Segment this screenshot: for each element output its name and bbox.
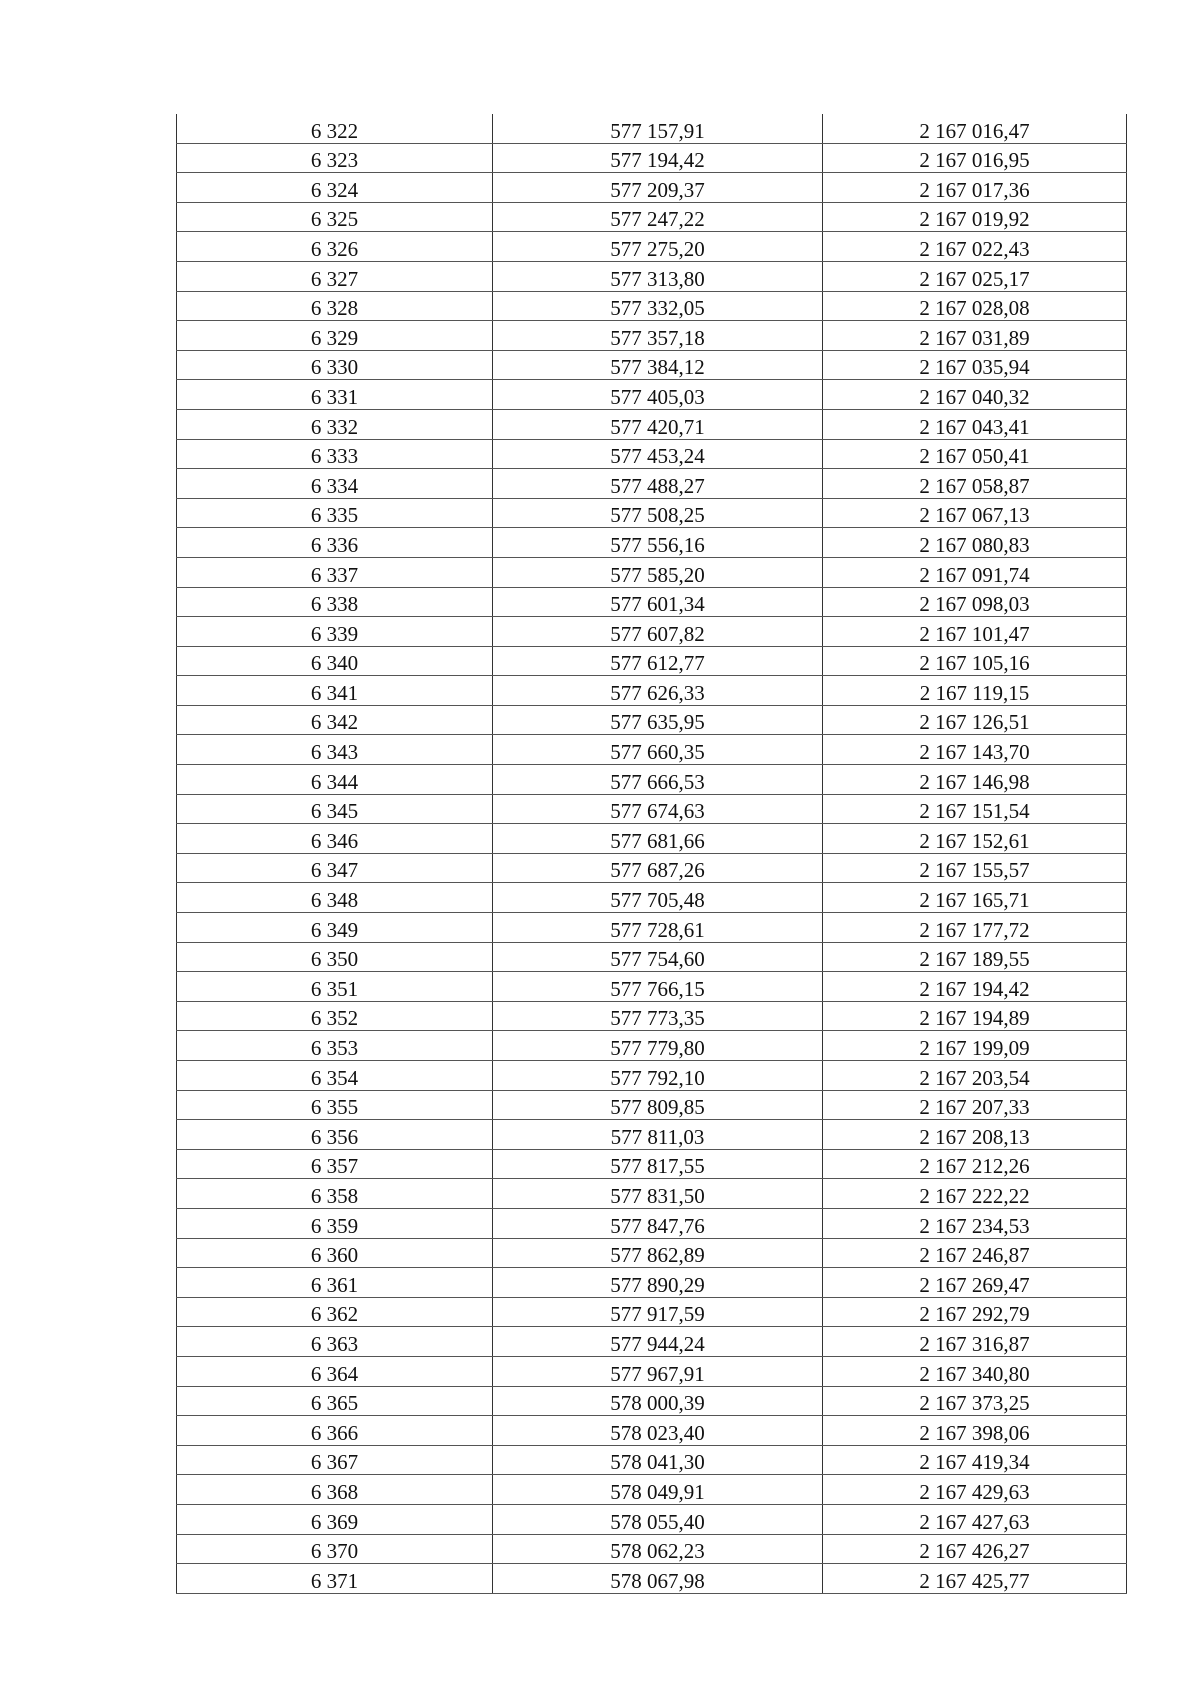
x-coordinate-cell: 577 728,61 [493, 913, 823, 943]
point-number-cell: 6 345 [177, 794, 493, 824]
x-coordinate-cell: 577 453,24 [493, 439, 823, 469]
table-row [177, 587, 1127, 617]
point-number-cell: 6 362 [177, 1297, 493, 1327]
y-coordinate-cell: 2 167 101,47 [823, 617, 1127, 647]
y-coordinate-cell: 2 167 426,27 [823, 1534, 1127, 1564]
x-coordinate-cell: 577 420,71 [493, 409, 823, 439]
table-row [177, 261, 1127, 291]
y-coordinate-cell: 2 167 189,55 [823, 942, 1127, 972]
table-row [177, 676, 1127, 706]
point-number-cell: 6 355 [177, 1090, 493, 1120]
point-number-cell: 6 359 [177, 1208, 493, 1238]
x-coordinate-cell: 577 601,34 [493, 587, 823, 617]
y-coordinate-cell: 2 167 246,87 [823, 1238, 1127, 1268]
point-number-cell: 6 360 [177, 1238, 493, 1268]
y-coordinate-cell: 2 167 146,98 [823, 765, 1127, 795]
table-row [177, 528, 1127, 558]
table-row [177, 143, 1127, 173]
point-number-cell: 6 323 [177, 143, 493, 173]
point-number-cell: 6 337 [177, 557, 493, 587]
x-coordinate-cell: 577 809,85 [493, 1090, 823, 1120]
table-row [177, 1504, 1127, 1534]
point-number-cell: 6 336 [177, 528, 493, 558]
y-coordinate-cell: 2 167 207,33 [823, 1090, 1127, 1120]
point-number-cell: 6 367 [177, 1445, 493, 1475]
point-number-cell: 6 325 [177, 202, 493, 232]
table-row [177, 1179, 1127, 1209]
y-coordinate-cell: 2 167 035,94 [823, 350, 1127, 380]
point-number-cell: 6 335 [177, 498, 493, 528]
table-row [177, 114, 1127, 143]
table-row [177, 824, 1127, 854]
x-coordinate-cell: 577 779,80 [493, 1031, 823, 1061]
point-number-cell: 6 326 [177, 232, 493, 262]
x-coordinate-cell: 577 508,25 [493, 498, 823, 528]
point-number-cell: 6 332 [177, 409, 493, 439]
coordinates-table-body [177, 114, 1127, 1593]
x-coordinate-cell: 577 917,59 [493, 1297, 823, 1327]
x-coordinate-cell: 577 890,29 [493, 1268, 823, 1298]
table-row [177, 705, 1127, 735]
point-number-cell: 6 342 [177, 705, 493, 735]
y-coordinate-cell: 2 167 234,53 [823, 1208, 1127, 1238]
y-coordinate-cell: 2 167 194,89 [823, 1001, 1127, 1031]
point-number-cell: 6 348 [177, 883, 493, 913]
table-row [177, 469, 1127, 499]
y-coordinate-cell: 2 167 050,41 [823, 439, 1127, 469]
table-row [177, 1297, 1127, 1327]
point-number-cell: 6 339 [177, 617, 493, 647]
point-number-cell: 6 334 [177, 469, 493, 499]
y-coordinate-cell: 2 167 043,41 [823, 409, 1127, 439]
y-coordinate-cell: 2 167 126,51 [823, 705, 1127, 735]
x-coordinate-cell: 577 792,10 [493, 1061, 823, 1091]
y-coordinate-cell: 2 167 373,25 [823, 1386, 1127, 1416]
table-row [177, 1356, 1127, 1386]
table-row [177, 765, 1127, 795]
x-coordinate-cell: 577 384,12 [493, 350, 823, 380]
point-number-cell: 6 344 [177, 765, 493, 795]
point-number-cell: 6 343 [177, 735, 493, 765]
x-coordinate-cell: 578 041,30 [493, 1445, 823, 1475]
x-coordinate-cell: 577 157,91 [493, 114, 823, 143]
point-number-cell: 6 358 [177, 1179, 493, 1209]
y-coordinate-cell: 2 167 203,54 [823, 1061, 1127, 1091]
y-coordinate-cell: 2 167 199,09 [823, 1031, 1127, 1061]
y-coordinate-cell: 2 167 151,54 [823, 794, 1127, 824]
table-row [177, 380, 1127, 410]
table-row [177, 321, 1127, 351]
y-coordinate-cell: 2 167 398,06 [823, 1416, 1127, 1446]
point-number-cell: 6 354 [177, 1061, 493, 1091]
point-number-cell: 6 350 [177, 942, 493, 972]
x-coordinate-cell: 577 666,53 [493, 765, 823, 795]
table-row [177, 202, 1127, 232]
y-coordinate-cell: 2 167 017,36 [823, 173, 1127, 203]
point-number-cell: 6 333 [177, 439, 493, 469]
point-number-cell: 6 368 [177, 1475, 493, 1505]
x-coordinate-cell: 577 488,27 [493, 469, 823, 499]
table-row [177, 1120, 1127, 1150]
x-coordinate-cell: 577 674,63 [493, 794, 823, 824]
x-coordinate-cell: 577 405,03 [493, 380, 823, 410]
table-row [177, 1327, 1127, 1357]
x-coordinate-cell: 577 357,18 [493, 321, 823, 351]
x-coordinate-cell: 577 773,35 [493, 1001, 823, 1031]
y-coordinate-cell: 2 167 022,43 [823, 232, 1127, 262]
x-coordinate-cell: 577 585,20 [493, 557, 823, 587]
y-coordinate-cell: 2 167 316,87 [823, 1327, 1127, 1357]
y-coordinate-cell: 2 167 212,26 [823, 1149, 1127, 1179]
x-coordinate-cell: 577 811,03 [493, 1120, 823, 1150]
table-row [177, 1416, 1127, 1446]
table-row [177, 972, 1127, 1002]
x-coordinate-cell: 578 055,40 [493, 1504, 823, 1534]
x-coordinate-cell: 577 967,91 [493, 1356, 823, 1386]
y-coordinate-cell: 2 167 025,17 [823, 261, 1127, 291]
y-coordinate-cell: 2 167 208,13 [823, 1120, 1127, 1150]
y-coordinate-cell: 2 167 016,47 [823, 114, 1127, 143]
x-coordinate-cell: 577 313,80 [493, 261, 823, 291]
point-number-cell: 6 349 [177, 913, 493, 943]
table-row [177, 350, 1127, 380]
table-row [177, 1445, 1127, 1475]
coordinates-table [176, 114, 1127, 1594]
y-coordinate-cell: 2 167 194,42 [823, 972, 1127, 1002]
x-coordinate-cell: 577 247,22 [493, 202, 823, 232]
y-coordinate-cell: 2 167 427,63 [823, 1504, 1127, 1534]
point-number-cell: 6 328 [177, 291, 493, 321]
point-number-cell: 6 331 [177, 380, 493, 410]
x-coordinate-cell: 578 023,40 [493, 1416, 823, 1446]
x-coordinate-cell: 578 000,39 [493, 1386, 823, 1416]
y-coordinate-cell: 2 167 019,92 [823, 202, 1127, 232]
table-row [177, 646, 1127, 676]
y-coordinate-cell: 2 167 177,72 [823, 913, 1127, 943]
point-number-cell: 6 329 [177, 321, 493, 351]
y-coordinate-cell: 2 167 058,87 [823, 469, 1127, 499]
table-row [177, 735, 1127, 765]
point-number-cell: 6 330 [177, 350, 493, 380]
point-number-cell: 6 340 [177, 646, 493, 676]
y-coordinate-cell: 2 167 067,13 [823, 498, 1127, 528]
table-row [177, 1149, 1127, 1179]
y-coordinate-cell: 2 167 292,79 [823, 1297, 1127, 1327]
table-row [177, 439, 1127, 469]
x-coordinate-cell: 577 944,24 [493, 1327, 823, 1357]
point-number-cell: 6 346 [177, 824, 493, 854]
point-number-cell: 6 366 [177, 1416, 493, 1446]
x-coordinate-cell: 577 817,55 [493, 1149, 823, 1179]
table-row [177, 498, 1127, 528]
table-row [177, 1208, 1127, 1238]
x-coordinate-cell: 577 831,50 [493, 1179, 823, 1209]
table-row [177, 1386, 1127, 1416]
x-coordinate-cell: 577 275,20 [493, 232, 823, 262]
table-row [177, 232, 1127, 262]
x-coordinate-cell: 578 049,91 [493, 1475, 823, 1505]
y-coordinate-cell: 2 167 152,61 [823, 824, 1127, 854]
y-coordinate-cell: 2 167 269,47 [823, 1268, 1127, 1298]
x-coordinate-cell: 577 626,33 [493, 676, 823, 706]
table-row [177, 1001, 1127, 1031]
x-coordinate-cell: 577 194,42 [493, 143, 823, 173]
point-number-cell: 6 351 [177, 972, 493, 1002]
table-row [177, 913, 1127, 943]
y-coordinate-cell: 2 167 028,08 [823, 291, 1127, 321]
point-number-cell: 6 370 [177, 1534, 493, 1564]
x-coordinate-cell: 577 556,16 [493, 528, 823, 558]
table-row [177, 617, 1127, 647]
point-number-cell: 6 352 [177, 1001, 493, 1031]
x-coordinate-cell: 577 681,66 [493, 824, 823, 854]
y-coordinate-cell: 2 167 080,83 [823, 528, 1127, 558]
table-row [177, 883, 1127, 913]
x-coordinate-cell: 577 754,60 [493, 942, 823, 972]
y-coordinate-cell: 2 167 105,16 [823, 646, 1127, 676]
point-number-cell: 6 322 [177, 114, 493, 143]
y-coordinate-cell: 2 167 143,70 [823, 735, 1127, 765]
x-coordinate-cell: 577 862,89 [493, 1238, 823, 1268]
table-row [177, 1031, 1127, 1061]
x-coordinate-cell: 577 766,15 [493, 972, 823, 1002]
x-coordinate-cell: 577 705,48 [493, 883, 823, 913]
table-row [177, 173, 1127, 203]
x-coordinate-cell: 577 607,82 [493, 617, 823, 647]
table-row [177, 1090, 1127, 1120]
y-coordinate-cell: 2 167 091,74 [823, 557, 1127, 587]
table-row [177, 1268, 1127, 1298]
point-number-cell: 6 353 [177, 1031, 493, 1061]
y-coordinate-cell: 2 167 040,32 [823, 380, 1127, 410]
point-number-cell: 6 357 [177, 1149, 493, 1179]
y-coordinate-cell: 2 167 429,63 [823, 1475, 1127, 1505]
y-coordinate-cell: 2 167 155,57 [823, 853, 1127, 883]
y-coordinate-cell: 2 167 340,80 [823, 1356, 1127, 1386]
y-coordinate-cell: 2 167 165,71 [823, 883, 1127, 913]
point-number-cell: 6 371 [177, 1564, 493, 1594]
y-coordinate-cell: 2 167 222,22 [823, 1179, 1127, 1209]
table-row [177, 291, 1127, 321]
table-row [177, 853, 1127, 883]
point-number-cell: 6 363 [177, 1327, 493, 1357]
point-number-cell: 6 365 [177, 1386, 493, 1416]
point-number-cell: 6 338 [177, 587, 493, 617]
table-row [177, 794, 1127, 824]
y-coordinate-cell: 2 167 425,77 [823, 1564, 1127, 1594]
x-coordinate-cell: 577 209,37 [493, 173, 823, 203]
y-coordinate-cell: 2 167 031,89 [823, 321, 1127, 351]
table-row [177, 1534, 1127, 1564]
y-coordinate-cell: 2 167 098,03 [823, 587, 1127, 617]
point-number-cell: 6 356 [177, 1120, 493, 1150]
x-coordinate-cell: 577 687,26 [493, 853, 823, 883]
point-number-cell: 6 364 [177, 1356, 493, 1386]
x-coordinate-cell: 577 332,05 [493, 291, 823, 321]
x-coordinate-cell: 577 847,76 [493, 1208, 823, 1238]
y-coordinate-cell: 2 167 419,34 [823, 1445, 1127, 1475]
x-coordinate-cell: 577 635,95 [493, 705, 823, 735]
x-coordinate-cell: 577 612,77 [493, 646, 823, 676]
x-coordinate-cell: 578 067,98 [493, 1564, 823, 1594]
y-coordinate-cell: 2 167 119,15 [823, 676, 1127, 706]
point-number-cell: 6 361 [177, 1268, 493, 1298]
table-row [177, 1061, 1127, 1091]
point-number-cell: 6 327 [177, 261, 493, 291]
point-number-cell: 6 324 [177, 173, 493, 203]
table-row [177, 557, 1127, 587]
table-row [177, 409, 1127, 439]
point-number-cell: 6 341 [177, 676, 493, 706]
x-coordinate-cell: 578 062,23 [493, 1534, 823, 1564]
table-row [177, 1564, 1127, 1594]
point-number-cell: 6 369 [177, 1504, 493, 1534]
table-row [177, 1475, 1127, 1505]
x-coordinate-cell: 577 660,35 [493, 735, 823, 765]
y-coordinate-cell: 2 167 016,95 [823, 143, 1127, 173]
table-row [177, 1238, 1127, 1268]
table-row [177, 942, 1127, 972]
point-number-cell: 6 347 [177, 853, 493, 883]
